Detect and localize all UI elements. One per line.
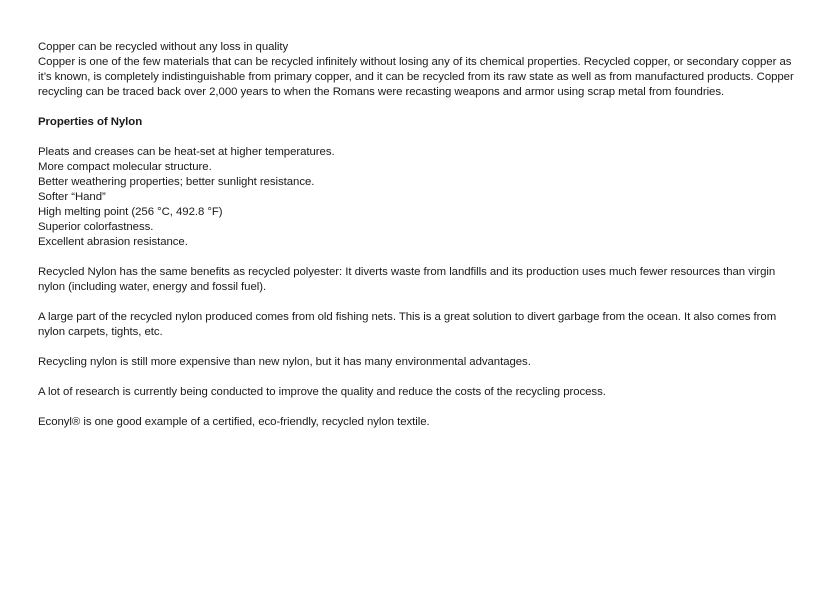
paragraph-line: nylon carpets, tights, etc. [38,326,163,338]
nylon-heading: Properties of Nylon [38,116,143,128]
copper-title: Copper can be recycled without any loss in quality [38,41,289,53]
list-item: Excellent abrasion resistance. [38,236,188,248]
paragraph-line: Recycled Nylon has the same benefits as recycled polyester: It diverts waste from landfills and its production uses much fewer resources than virgin [38,266,776,278]
fishing-nets-paragraph [38,310,826,340]
list-item: High melting point (256 °C, 492.8 °F) [38,206,223,218]
paragraph-line: nylon (including water, energy and fossil fuel). [38,281,267,293]
paragraph-line: A large part of the recycled nylon produced comes from old fishing nets. This is a great solution to divert garbage from the ocean. It also comes from [38,311,777,323]
copper-body-line: Copper is one of the few materials that can be recycled infinitely without losing any of its chemical properties. Recycled copper, or secondary copper as [38,56,792,68]
document-page [38,40,826,430]
paragraph-line: A lot of research is currently being conducted to improve the quality and reduce the costs of the recycling process. [38,386,606,398]
econyl-paragraph [38,415,826,430]
research-paragraph [38,385,826,400]
list-item: More compact molecular structure. [38,161,212,173]
list-item: Pleats and creases can be heat-set at higher temperatures. [38,146,335,158]
recycled-nylon-benefits-paragraph [38,265,826,295]
nylon-properties-list [38,145,826,250]
cost-paragraph [38,355,826,370]
copper-section [38,40,826,100]
list-item: Better weathering properties; better sunlight resistance. [38,176,315,188]
paragraph-line: Recycling nylon is still more expensive than new nylon, but it has many environmental advantages. [38,356,531,368]
list-item: Softer “Hand” [38,191,106,203]
copper-body-line: it’s known, is completely indistinguishable from primary copper, and it can be recycled from its raw state as well as from manufactured products. Copper [38,71,794,83]
list-item: Superior colorfastness. [38,221,154,233]
paragraph-line: Econyl® is one good example of a certified, eco-friendly, recycled nylon textile. [38,416,430,428]
copper-body-line: recycling can be traced back over 2,000 years to when the Romans were recasting weapons and armor using scrap metal from foundries. [38,86,725,98]
nylon-section [38,115,826,430]
